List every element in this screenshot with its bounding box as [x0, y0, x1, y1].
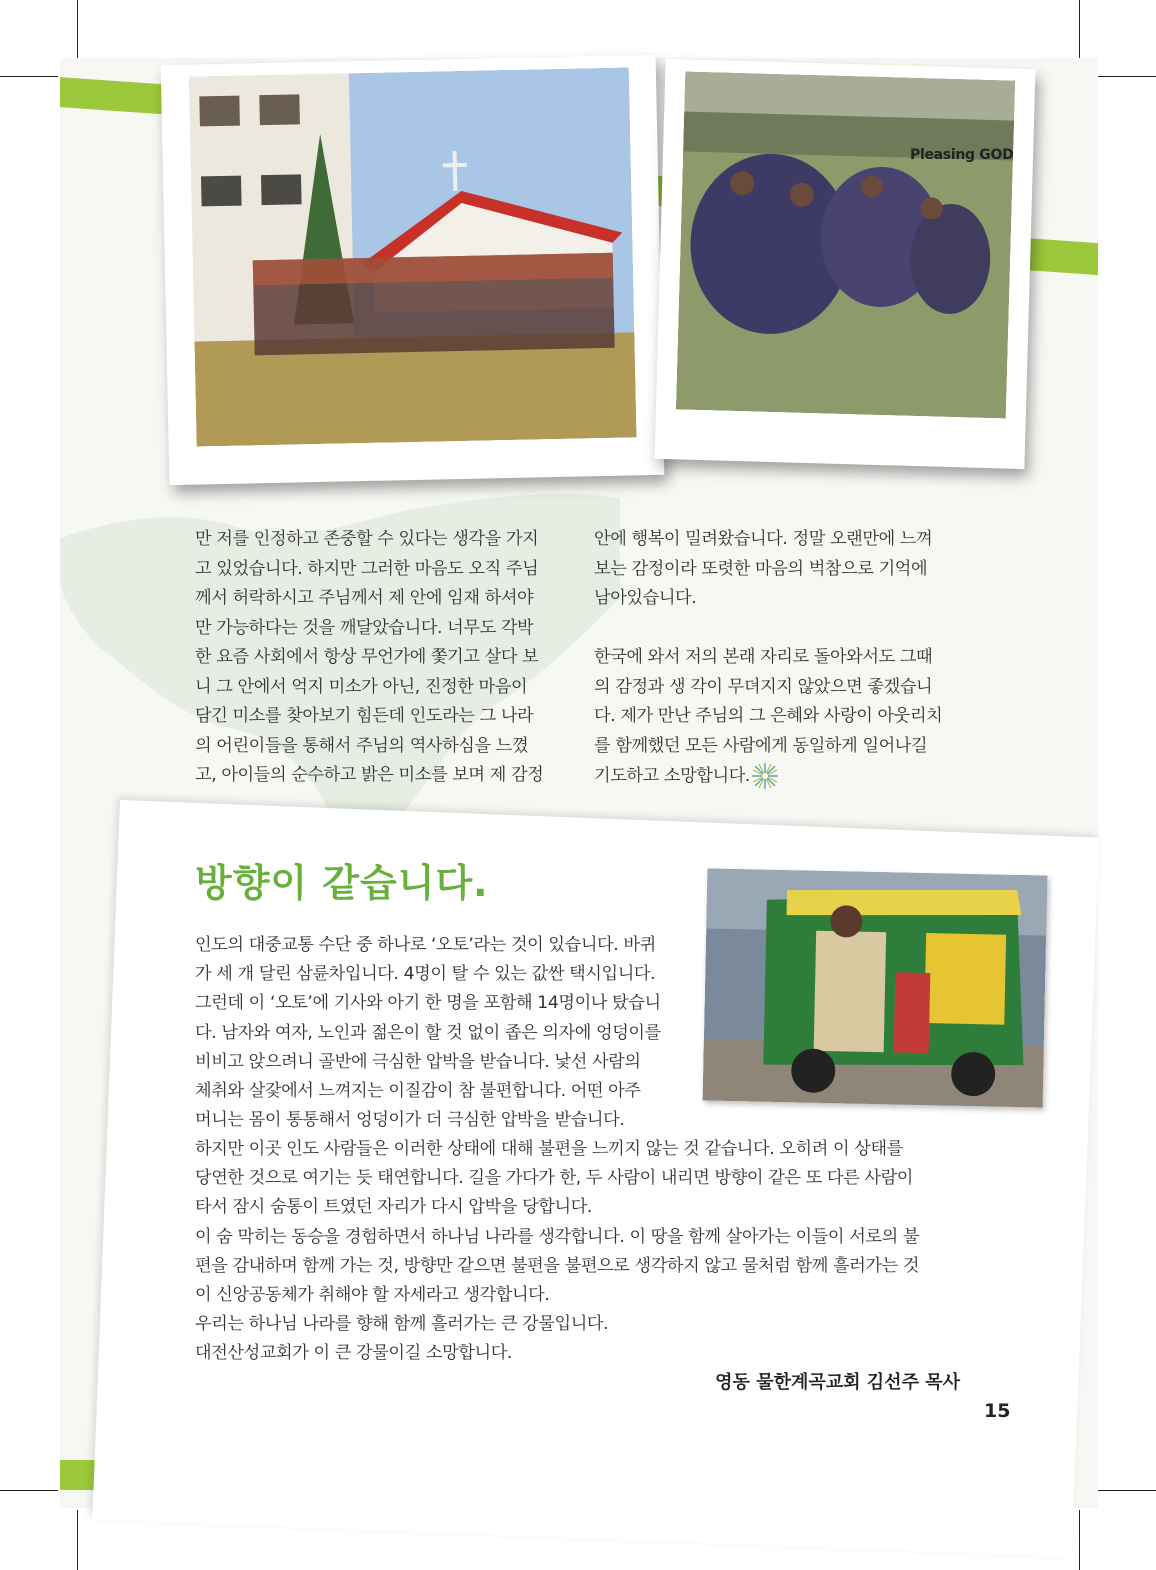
text-line: 담긴 미소를 찾아보기 힘든데 인도라는 그 나라	[195, 706, 534, 726]
crop-mark	[1079, 1510, 1080, 1570]
text-line: 만 가능하다는 것을 깨달았습니다. 너무도 각박	[195, 617, 534, 638]
author-credit: 영동 물한계곡교회 김선주 목사	[715, 1372, 960, 1393]
text-line: 안에 행복이 밀려왔습니다. 정말 오랜만에 느껴	[594, 529, 933, 549]
crop-mark	[0, 1490, 58, 1491]
text-line: 이 신앙공동체가 취해야 할 자세라고 생각합니다.	[195, 1285, 550, 1306]
text-line: 께서 허락하시고 주님께서 제 안에 임재 하셔야	[195, 588, 534, 608]
text-line: 의 어린이들을 통해서 주님의 역사하심을 느꼈	[195, 735, 529, 756]
text-line: 보는 감정이라 또렷한 마음의 벅참으로 기억에	[594, 558, 928, 579]
text-line: 그런데 이 ‘오토’에 기사와 아기 한 명을 포함해 14명이나 탔습니	[195, 993, 661, 1014]
left-text-column	[195, 525, 543, 791]
page-number: 15	[984, 1400, 1011, 1422]
text-line: 타서 잠시 숨통이 트였던 자리가 다시 압박을 당합니다.	[195, 1197, 592, 1218]
text-line: 남아있습니다.	[594, 588, 697, 608]
text-line: 한 요즘 사회에서 항상 무언가에 쫓기고 살다 보	[195, 647, 539, 667]
text-line: 대전산성교회가 이 큰 강물이길 소망합니다.	[195, 1343, 512, 1364]
text-line: 다. 제가 만난 주님의 그 은혜와 사랑이 아웃리치	[594, 706, 943, 726]
text-line: 하지만 이곳 인도 사람들은 이러한 상태에 대해 불편을 느끼지 않는 것 같습니다. 오히려 이 상태를	[195, 1139, 903, 1159]
crop-mark	[1098, 1490, 1156, 1491]
crop-mark	[77, 0, 78, 58]
group-photo-frame	[161, 55, 665, 485]
crop-mark	[1098, 76, 1156, 77]
text-line: 머니는 몸이 통통해서 엉덩이가 더 극심한 압박을 받습니다.	[195, 1110, 625, 1131]
text-line: 편을 감내하며 함께 가는 것, 방향만 같으면 불편을 불편으로 생각하지 않고 물처럼 함께 흘러가는 것	[195, 1255, 920, 1276]
text-line: 고, 아이들의 순수하고 밝은 미소를 보며 제 감정	[195, 765, 544, 785]
text-line: 한국에 와서 저의 본래 자리로 돌아와서도 그때	[594, 647, 933, 667]
text-line: 의 감정과 생 각이 무뎌지지 않았으면 좋겠습니	[594, 676, 933, 697]
section-wrapped-text	[195, 931, 661, 1135]
text-line: 니 그 안에서 억지 미소가 아닌, 진정한 마음이	[195, 676, 528, 697]
text-line: 당연한 것으로 여기는 듯 태연합니다. 길을 가다가 한, 두 사람이 내리면 방향이 같은 또 다른 사람이	[195, 1168, 914, 1189]
text-line: 만 저를 인정하고 존중할 수 있다는 생각을 가지	[195, 529, 539, 549]
auto-rickshaw-photo	[703, 868, 1048, 1107]
text-line: 우리는 하나님 나라를 향해 함께 흘러가는 큰 강물입니다.	[195, 1314, 609, 1335]
crop-mark	[0, 76, 58, 77]
text-line: 비비고 앉으려니 골반에 극심한 압박을 받습니다. 낯선 사람의	[195, 1051, 641, 1072]
crop-mark	[77, 1510, 78, 1570]
header-tag: Pleasing GOD	[910, 147, 1014, 163]
text-line: 고 있었습니다. 하지만 그러한 마음도 오직 주님	[195, 558, 539, 579]
running-children-photo-frame	[654, 59, 1035, 469]
text-line: 인도의 대중교통 수단 중 하나로 ‘오토’라는 것이 있습니다. 바퀴	[195, 935, 656, 955]
running-children-photo	[676, 71, 1015, 418]
right-text-column	[594, 525, 942, 792]
text-line: 기도하고 소망합니다.	[594, 766, 750, 786]
text-line: 다. 남자와 여자, 노인과 젊은이 할 것 없이 좁은 의자에 엉덩이를	[195, 1022, 661, 1043]
group-photo-church	[189, 67, 637, 446]
text-line: 이 숨 막히는 동승을 경험하면서 하나님 나라를 생각합니다. 이 땅을 함께 살아가는 이들이 서로의 불	[195, 1226, 920, 1247]
section-full-text	[195, 1135, 919, 1369]
text-line: 체취와 살갗에서 느껴지는 이질감이 참 불편합니다. 어떤 아주	[195, 1081, 641, 1102]
crop-mark	[1079, 0, 1080, 58]
section-title: 방향이 같습니다.	[195, 861, 489, 905]
text-line: 를 함께했던 모든 사람에게 동일하게 일어나길	[594, 735, 928, 756]
text-line: 가 세 개 달린 삼륜차입니다. 4명이 탈 수 있는 값싼 택시입니다.	[195, 964, 656, 985]
sparkle-ornament-icon	[750, 761, 780, 791]
